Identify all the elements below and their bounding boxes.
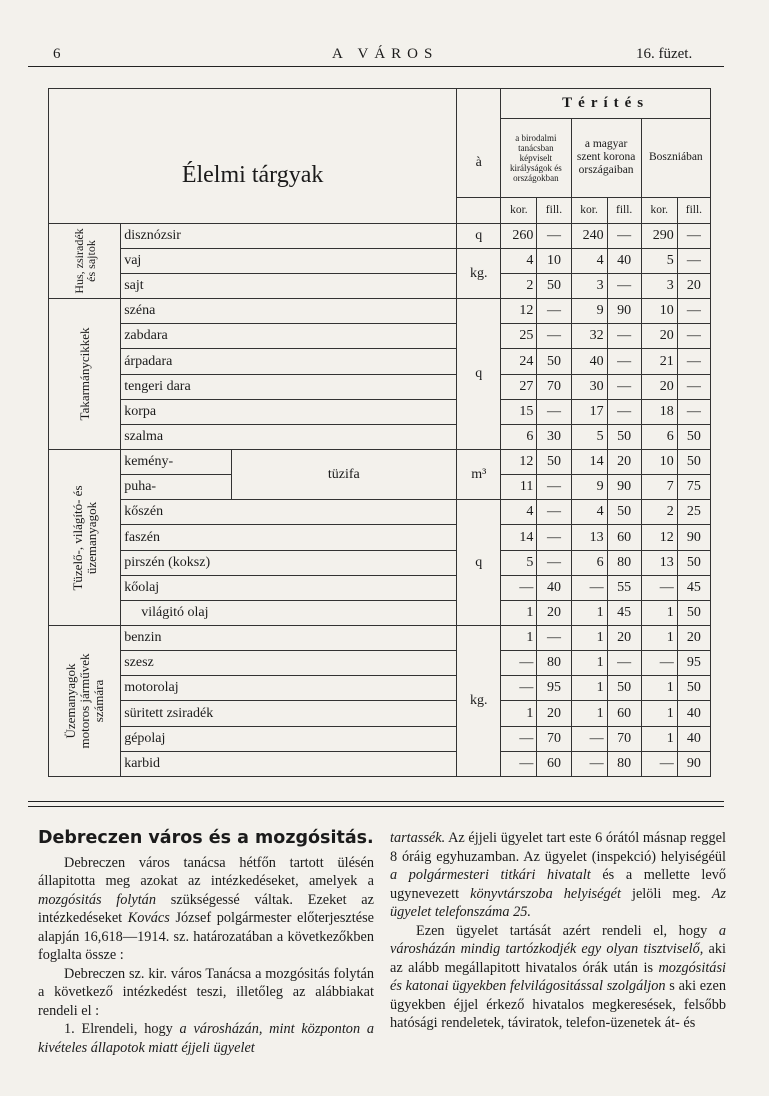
item-name: világitó olaj	[121, 600, 457, 625]
value-cell: 50	[677, 600, 710, 625]
table-bottom-rule	[28, 806, 724, 807]
value-cell: 90	[677, 751, 710, 776]
value-cell: 6	[571, 550, 607, 575]
value-cell: 3	[641, 274, 677, 299]
sub-header-kor: kor.	[501, 197, 537, 223]
value-cell: 1	[641, 626, 677, 651]
sub-header-fill: fill.	[607, 197, 641, 223]
table-title: Élelmi tárgyak	[49, 89, 457, 224]
paragraph: tartassék. Az éjjeli ügyelet tart este 6 órától másnap reggel 8 óráig egyhuzamban. Az ügyelet (inspekció) helyiségéül a polgármesteri titkári hivatalt és a mellette levő ugynevezett könyvtárszoba helyiségét jelöli meg. Az ügyelet telefonszáma 25.	[390, 830, 726, 920]
group-label: Hus, zsiradék és sajtok	[49, 223, 121, 298]
value-cell: 5	[571, 424, 607, 449]
sub-header-fill: fill.	[537, 197, 571, 223]
value-cell: 6	[501, 424, 537, 449]
item-name: disznózsir	[121, 223, 457, 248]
value-cell: —	[537, 223, 571, 248]
value-cell: 95	[677, 651, 710, 676]
value-cell: 45	[677, 575, 710, 600]
value-cell: 75	[677, 475, 710, 500]
value-cell: 50	[537, 349, 571, 374]
table-bottom-rule	[28, 801, 724, 802]
item-name: tengeri dara	[121, 374, 457, 399]
value-cell: —	[677, 399, 710, 424]
value-cell: 13	[641, 550, 677, 575]
item-name: vaj	[121, 248, 457, 273]
value-cell: 60	[607, 701, 641, 726]
paragraph: Debreczen város tanácsa hétfőn tartott ülésén állapitotta meg azokat az intézkedéseket, amelyek a mozgósitás folytán szükségessé váltak. Ezeket az intézkedéseket Kovács József polgármester előterjesztése alapján 16,618—1914. sz. határozatában a következőkben foglalta össze :	[38, 854, 375, 963]
header-rule	[28, 66, 724, 67]
item-name: kemény-	[121, 450, 231, 475]
value-cell: 70	[537, 726, 571, 751]
group-label: Takarmánycikkek	[49, 299, 121, 450]
value-cell: 80	[607, 751, 641, 776]
group-label: Üzemanyagok motoros járművek számára	[49, 626, 121, 777]
value-cell: 25	[501, 324, 537, 349]
unit-header: à	[457, 89, 501, 198]
value-cell: —	[641, 575, 677, 600]
item-name: motorolaj	[121, 676, 457, 701]
value-cell: 1	[571, 701, 607, 726]
value-cell: 70	[537, 374, 571, 399]
sub-header-kor: kor.	[571, 197, 607, 223]
value-cell: 1	[641, 726, 677, 751]
value-cell: 15	[501, 399, 537, 424]
value-cell: 25	[677, 500, 710, 525]
value-cell: 80	[537, 651, 571, 676]
item-name: faszén	[121, 525, 457, 550]
value-cell: —	[607, 223, 641, 248]
value-cell: 12	[501, 299, 537, 324]
value-cell: 60	[537, 751, 571, 776]
value-cell: 1	[641, 600, 677, 625]
value-cell: —	[677, 223, 710, 248]
value-cell: 40	[677, 701, 710, 726]
value-cell: 50	[537, 450, 571, 475]
item-name: szalma	[121, 424, 457, 449]
value-cell: —	[537, 525, 571, 550]
item-name: pirszén (koksz)	[121, 550, 457, 575]
item-name: árpadara	[121, 349, 457, 374]
value-cell: —	[677, 374, 710, 399]
value-cell: 90	[607, 299, 641, 324]
col-group-header: Boszniában	[641, 119, 710, 197]
value-cell: 260	[501, 223, 537, 248]
tuzifa-label: tüzifa	[231, 450, 457, 500]
right-column	[390, 829, 726, 1033]
value-cell: 4	[501, 500, 537, 525]
value-cell: 21	[641, 349, 677, 374]
value-cell: —	[537, 500, 571, 525]
value-cell: —	[607, 274, 641, 299]
tariff-table	[48, 88, 711, 777]
value-cell: —	[501, 575, 537, 600]
value-cell: —	[607, 374, 641, 399]
item-name: benzin	[121, 626, 457, 651]
unit-cell: kg.	[457, 248, 501, 298]
value-cell: —	[607, 651, 641, 676]
item-name: karbid	[121, 751, 457, 776]
value-cell: 20	[677, 626, 710, 651]
value-cell: 1	[501, 626, 537, 651]
value-cell: 95	[537, 676, 571, 701]
value-cell: 20	[537, 600, 571, 625]
value-cell: 12	[641, 525, 677, 550]
item-name: szesz	[121, 651, 457, 676]
value-cell: 240	[571, 223, 607, 248]
value-cell: 18	[641, 399, 677, 424]
value-cell: 55	[607, 575, 641, 600]
group-label: Tüzelő-, világító- és üzemanyagok	[49, 450, 121, 626]
unit-cell: q	[457, 500, 501, 626]
col-group-header: a magyar szent korona országaiban	[571, 119, 641, 197]
value-cell: 45	[607, 600, 641, 625]
value-cell: 50	[677, 550, 710, 575]
left-column	[38, 829, 374, 1057]
value-cell: 27	[501, 374, 537, 399]
value-cell: 20	[537, 701, 571, 726]
value-cell: 1	[501, 600, 537, 625]
value-cell: 5	[501, 550, 537, 575]
value-cell: —	[537, 475, 571, 500]
value-cell: 50	[677, 676, 710, 701]
value-cell: —	[607, 399, 641, 424]
unit-cell: kg.	[457, 626, 501, 777]
value-cell: 1	[501, 701, 537, 726]
value-cell: 50	[607, 424, 641, 449]
value-cell: 1	[641, 701, 677, 726]
unit-cell: m³	[457, 450, 501, 500]
value-cell: 11	[501, 475, 537, 500]
value-cell: 4	[571, 500, 607, 525]
value-cell: —	[571, 751, 607, 776]
issue-number: 16. füzet.	[636, 46, 693, 62]
value-cell: 7	[641, 475, 677, 500]
value-cell: 6	[641, 424, 677, 449]
value-cell: —	[537, 299, 571, 324]
item-name: korpa	[121, 399, 457, 424]
value-cell: 20	[677, 274, 710, 299]
item-name: zabdara	[121, 324, 457, 349]
unit-header-blank	[457, 197, 501, 223]
value-cell: 13	[571, 525, 607, 550]
value-cell: 2	[501, 274, 537, 299]
value-cell: 1	[571, 676, 607, 701]
value-cell: —	[537, 626, 571, 651]
value-cell: —	[501, 751, 537, 776]
value-cell: 50	[607, 500, 641, 525]
value-cell: 14	[571, 450, 607, 475]
journal-title: A VÁROS	[332, 46, 439, 62]
value-cell: 90	[607, 475, 641, 500]
sub-header-kor: kor.	[641, 197, 677, 223]
value-cell: —	[501, 726, 537, 751]
value-cell: —	[571, 575, 607, 600]
value-cell: —	[641, 751, 677, 776]
unit-cell: q	[457, 299, 501, 450]
unit-cell: q	[457, 223, 501, 248]
value-cell: —	[677, 324, 710, 349]
value-cell: —	[677, 349, 710, 374]
value-cell: 4	[501, 248, 537, 273]
value-cell: 40	[537, 575, 571, 600]
value-cell: 17	[571, 399, 607, 424]
value-cell: 90	[677, 525, 710, 550]
value-cell: 50	[677, 424, 710, 449]
value-cell: —	[571, 726, 607, 751]
value-cell: 50	[607, 676, 641, 701]
value-cell: —	[537, 399, 571, 424]
paragraph: Debreczen sz. kir. város Tanácsa a mozgósitás folytán a következő intézkedést teszi, illetőleg az alábbiakat rendeli el :	[38, 965, 374, 1019]
value-cell: 20	[607, 450, 641, 475]
page-number: 6	[53, 46, 61, 62]
value-cell: 1	[571, 651, 607, 676]
value-cell: 9	[571, 475, 607, 500]
value-cell: 40	[607, 248, 641, 273]
item-name: sajt	[121, 274, 457, 299]
item-name: széna	[121, 299, 457, 324]
item-name: kőolaj	[121, 575, 457, 600]
value-cell: 10	[641, 299, 677, 324]
value-cell: 20	[641, 374, 677, 399]
col-group-header: a birodalmi tanácsban képviselt királyságok és országokban	[501, 119, 571, 197]
value-cell: 20	[641, 324, 677, 349]
value-cell: —	[607, 349, 641, 374]
value-cell: —	[501, 651, 537, 676]
value-cell: 12	[501, 450, 537, 475]
item-name: gépolaj	[121, 726, 457, 751]
value-cell: 40	[677, 726, 710, 751]
value-cell: —	[677, 248, 710, 273]
value-cell: 1	[571, 626, 607, 651]
value-cell: 32	[571, 324, 607, 349]
paragraph: 1. Elrendeli, hogy a városházán, mint központon a kivételes állapotok miatt éjjeli ügyelet	[38, 1021, 374, 1056]
item-name: kőszén	[121, 500, 457, 525]
page-header	[0, 46, 769, 68]
value-cell: 1	[641, 676, 677, 701]
value-cell: 10	[537, 248, 571, 273]
value-cell: 40	[571, 349, 607, 374]
terites-header: Térítés	[501, 89, 711, 119]
value-cell: 70	[607, 726, 641, 751]
value-cell: 20	[607, 626, 641, 651]
value-cell: 2	[641, 500, 677, 525]
article-title: Debreczen város és a mozgósitás.	[38, 828, 374, 848]
item-name: süritett zsiradék	[121, 701, 457, 726]
value-cell: 80	[607, 550, 641, 575]
value-cell: 9	[571, 299, 607, 324]
value-cell: 1	[571, 600, 607, 625]
value-cell: —	[677, 299, 710, 324]
value-cell: —	[501, 676, 537, 701]
value-cell: 30	[571, 374, 607, 399]
value-cell: 4	[571, 248, 607, 273]
value-cell: 50	[677, 450, 710, 475]
value-cell: 10	[641, 450, 677, 475]
item-name: puha-	[121, 475, 231, 500]
value-cell: 14	[501, 525, 537, 550]
value-cell: 30	[537, 424, 571, 449]
value-cell: 5	[641, 248, 677, 273]
value-cell: 3	[571, 274, 607, 299]
value-cell: 50	[537, 274, 571, 299]
value-cell: 290	[641, 223, 677, 248]
value-cell: —	[537, 550, 571, 575]
value-cell: 24	[501, 349, 537, 374]
value-cell: —	[537, 324, 571, 349]
value-cell: —	[607, 324, 641, 349]
value-cell: 60	[607, 525, 641, 550]
sub-header-fill: fill.	[677, 197, 710, 223]
value-cell: —	[641, 651, 677, 676]
paragraph: Ezen ügyelet tartását azért rendeli el, hogy a városházán mindig tartózkodjék egy olyan tisztviselő, aki az alább megállapitott hivatalos órák után is mozgósitási és katonai ügyekben felvilágositással szolgáljon s aki ezen ügyekben éjjel érkező hivatalos megkeresések, felsőbb hatósági rendeletek, táviratok, telefon-üzenetek át- és	[390, 922, 726, 1031]
